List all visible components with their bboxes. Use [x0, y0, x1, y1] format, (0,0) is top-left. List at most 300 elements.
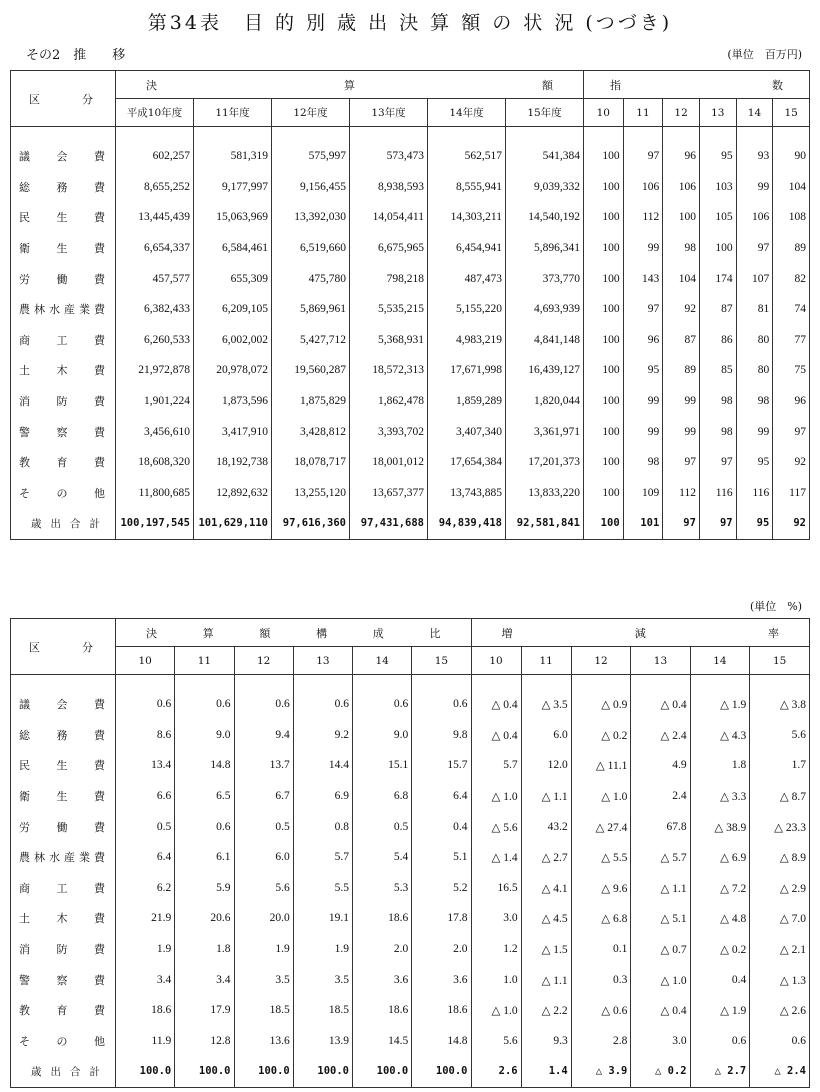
composition-cell: 5.5: [293, 873, 352, 904]
composition-cell: 12.8: [175, 1026, 234, 1057]
index-cell: 97: [663, 508, 700, 539]
growth-rate-cell: △ 4.3: [690, 720, 750, 751]
index-year-header: 10: [584, 99, 624, 127]
index-cell: 117: [773, 478, 810, 509]
index-cell: 98: [623, 447, 663, 478]
row-label: 衛生費: [11, 781, 116, 812]
amount-year-header: 12年度: [272, 99, 350, 127]
growth-rate-header: 増 減 率: [471, 619, 810, 647]
amount-cell: 19,560,287: [272, 355, 350, 386]
table-row: [11, 995, 810, 1026]
index-cell: 86: [699, 325, 736, 356]
composition-cell: 100.0: [412, 1056, 471, 1087]
amount-cell: 13,657,377: [350, 478, 428, 509]
amount-cell: 3,428,812: [272, 416, 350, 447]
amount-cell: 5,896,341: [506, 233, 584, 264]
composition-cell: 0.5: [234, 811, 293, 842]
index-cell: 109: [623, 478, 663, 509]
composition-cell: 0.5: [116, 811, 175, 842]
index-cell: 106: [736, 202, 773, 233]
kubun-header: 区 分: [11, 619, 116, 675]
table-row: [11, 263, 810, 294]
growth-year-header: 11: [521, 647, 571, 675]
growth-rate-cell: △ 1.1: [631, 873, 690, 904]
index-cell: 100: [584, 508, 624, 539]
amount-year-header: 15年度: [506, 99, 584, 127]
growth-rate-cell: 2.4: [631, 781, 690, 812]
growth-rate-cell: △ 0.6: [571, 995, 631, 1026]
growth-rate-cell: △ 2.9: [750, 873, 810, 904]
amount-cell: 13,392,030: [272, 202, 350, 233]
growth-rate-cell: 67.8: [631, 811, 690, 842]
growth-rate-cell: △ 5.6: [471, 811, 521, 842]
growth-rate-cell: △ 0.4: [471, 720, 521, 751]
composition-cell: 19.1: [293, 903, 352, 934]
amount-cell: 1,820,044: [506, 386, 584, 417]
composition-cell: 1.9: [116, 934, 175, 965]
row-label: 教育費: [11, 995, 116, 1026]
growth-rate-cell: △ 2.7: [521, 842, 571, 873]
amount-cell: 100,197,545: [116, 508, 194, 539]
composition-cell: 3.5: [234, 964, 293, 995]
amount-cell: 97,431,688: [350, 508, 428, 539]
row-label: 商工費: [11, 325, 116, 356]
growth-rate-cell: △ 2.4: [750, 1056, 810, 1087]
composition-cell: 8.6: [116, 720, 175, 751]
index-cell: 108: [773, 202, 810, 233]
amount-cell: 17,671,998: [428, 355, 506, 386]
index-year-header: 11: [623, 99, 663, 127]
amount-cell: 6,654,337: [116, 233, 194, 264]
index-cell: 81: [736, 294, 773, 325]
growth-rate-cell: △ 2.4: [631, 720, 690, 751]
composition-cell: 0.6: [175, 689, 234, 720]
index-cell: 98: [699, 416, 736, 447]
total-row: [11, 508, 810, 539]
growth-rate-cell: △ 1.0: [571, 781, 631, 812]
table-row: [11, 386, 810, 417]
row-label: 歳出合計: [11, 1056, 116, 1087]
index-year-header: 14: [736, 99, 773, 127]
index-cell: 100: [584, 172, 624, 203]
growth-rate-cell: △ 7.0: [750, 903, 810, 934]
composition-cell: 15.1: [353, 750, 412, 781]
amount-cell: 101,629,110: [194, 508, 272, 539]
amount-cell: 1,859,289: [428, 386, 506, 417]
growth-rate-cell: △ 27.4: [571, 811, 631, 842]
table-row: [11, 233, 810, 264]
amount-cell: 655,309: [194, 263, 272, 294]
index-cell: 99: [736, 416, 773, 447]
composition-cell: 2.0: [412, 934, 471, 965]
composition-cell: 20.6: [175, 903, 234, 934]
table-row: [11, 689, 810, 720]
amount-year-header: 14年度: [428, 99, 506, 127]
row-label: 民生費: [11, 202, 116, 233]
amount-cell: 18,078,717: [272, 447, 350, 478]
amount-cell: 3,393,702: [350, 416, 428, 447]
growth-year-header: 12: [571, 647, 631, 675]
spacer-row: [11, 127, 810, 142]
growth-year-header: 14: [690, 647, 750, 675]
composition-cell: 0.8: [293, 811, 352, 842]
amount-cell: 541,384: [506, 141, 584, 172]
composition-cell: 3.4: [116, 964, 175, 995]
growth-rate-cell: △ 1.0: [471, 995, 521, 1026]
row-label: 衛生費: [11, 233, 116, 264]
amount-cell: 18,001,012: [350, 447, 428, 478]
growth-rate-cell: △ 38.9: [690, 811, 750, 842]
amount-cell: 15,063,969: [194, 202, 272, 233]
index-cell: 87: [699, 294, 736, 325]
amount-cell: 11,800,685: [116, 478, 194, 509]
growth-rate-cell: △ 2.6: [750, 995, 810, 1026]
growth-rate-cell: 5.7: [471, 750, 521, 781]
composition-cell: 21.9: [116, 903, 175, 934]
growth-rate-cell: △ 6.9: [690, 842, 750, 873]
composition-cell: 6.1: [175, 842, 234, 873]
composition-cell: 1.9: [234, 934, 293, 965]
table-row: [11, 720, 810, 751]
amount-cell: 6,260,533: [116, 325, 194, 356]
composition-cell: 3.6: [412, 964, 471, 995]
amount-cell: 13,445,439: [116, 202, 194, 233]
growth-rate-cell: 3.0: [471, 903, 521, 934]
index-cell: 107: [736, 263, 773, 294]
index-year-header: 15: [773, 99, 810, 127]
growth-year-header: 13: [631, 647, 690, 675]
amount-cell: 14,540,192: [506, 202, 584, 233]
composition-cell: 0.5: [353, 811, 412, 842]
amount-cell: 12,892,632: [194, 478, 272, 509]
amount-cell: 487,473: [428, 263, 506, 294]
row-label: 商工費: [11, 873, 116, 904]
composition-year-header: 12: [234, 647, 293, 675]
composition-cell: 14.5: [353, 1026, 412, 1057]
growth-rate-cell: △ 0.4: [631, 689, 690, 720]
growth-rate-cell: △ 11.1: [571, 750, 631, 781]
amount-cell: 9,156,455: [272, 172, 350, 203]
table-row: [11, 141, 810, 172]
index-cell: 99: [623, 233, 663, 264]
amount-year-header: 13年度: [350, 99, 428, 127]
row-label: 議会費: [11, 141, 116, 172]
growth-rate-cell: △ 1.3: [750, 964, 810, 995]
composition-cell: 100.0: [116, 1056, 175, 1087]
spacer-row: [11, 675, 810, 690]
index-cell: 101: [623, 508, 663, 539]
composition-cell: 5.4: [353, 842, 412, 873]
index-cell: 89: [773, 233, 810, 264]
growth-rate-cell: △ 1.1: [521, 781, 571, 812]
growth-rate-cell: 0.1: [571, 934, 631, 965]
index-cell: 99: [623, 386, 663, 417]
composition-cell: 0.6: [234, 689, 293, 720]
index-cell: 100: [663, 202, 700, 233]
index-cell: 98: [663, 233, 700, 264]
growth-rate-cell: 3.0: [631, 1026, 690, 1057]
growth-rate-cell: 1.8: [690, 750, 750, 781]
section-subtitle: その2 推 移: [26, 48, 126, 63]
composition-cell: 13.6: [234, 1026, 293, 1057]
amount-cell: 8,555,941: [428, 172, 506, 203]
index-cell: 82: [773, 263, 810, 294]
amount-cell: 562,517: [428, 141, 506, 172]
index-cell: 80: [736, 355, 773, 386]
composition-cell: 14.8: [412, 1026, 471, 1057]
index-cell: 100: [584, 233, 624, 264]
table1-unit: (単位 百万円): [727, 48, 802, 61]
growth-rate-cell: △ 0.4: [471, 689, 521, 720]
total-row: [11, 1056, 810, 1087]
amount-cell: 373,770: [506, 263, 584, 294]
growth-rate-cell: △ 4.8: [690, 903, 750, 934]
amount-cell: 5,535,215: [350, 294, 428, 325]
index-cell: 100: [584, 447, 624, 478]
composition-cell: 11.9: [116, 1026, 175, 1057]
composition-cell: 0.6: [412, 689, 471, 720]
growth-rate-cell: △ 0.2: [690, 934, 750, 965]
index-cell: 97: [773, 416, 810, 447]
index-cell: 95: [623, 355, 663, 386]
table-row: [11, 934, 810, 965]
row-label: 総務費: [11, 172, 116, 203]
composition-cell: 18.6: [353, 903, 412, 934]
growth-rate-cell: 16.5: [471, 873, 521, 904]
growth-rate-cell: △ 5.1: [631, 903, 690, 934]
growth-rate-cell: △ 5.5: [571, 842, 631, 873]
amount-cell: 5,427,712: [272, 325, 350, 356]
amount-cell: 17,201,373: [506, 447, 584, 478]
index-cell: 100: [584, 263, 624, 294]
composition-cell: 18.5: [293, 995, 352, 1026]
table-row: [11, 873, 810, 904]
growth-rate-cell: 2.8: [571, 1026, 631, 1057]
row-label: 消防費: [11, 386, 116, 417]
table-row: [11, 781, 810, 812]
index-cell: 100: [584, 294, 624, 325]
growth-rate-cell: 1.2: [471, 934, 521, 965]
table-row: [11, 355, 810, 386]
index-cell: 100: [699, 233, 736, 264]
composition-cell: 6.5: [175, 781, 234, 812]
amount-cell: 4,841,148: [506, 325, 584, 356]
index-cell: 96: [663, 141, 700, 172]
growth-rate-cell: △ 0.2: [571, 720, 631, 751]
growth-rate-cell: △ 3.8: [750, 689, 810, 720]
amount-cell: 1,875,829: [272, 386, 350, 417]
row-label: 農林水産業費: [11, 842, 116, 873]
amount-cell: 9,039,332: [506, 172, 584, 203]
composition-cell: 18.6: [412, 995, 471, 1026]
growth-rate-cell: 5.6: [471, 1026, 521, 1057]
index-cell: 93: [736, 141, 773, 172]
index-cell: 100: [584, 202, 624, 233]
growth-rate-cell: △ 1.9: [690, 689, 750, 720]
composition-cell: 6.8: [353, 781, 412, 812]
amount-cell: 6,584,461: [194, 233, 272, 264]
composition-cell: 6.4: [412, 781, 471, 812]
composition-cell: 9.2: [293, 720, 352, 751]
composition-cell: 13.4: [116, 750, 175, 781]
composition-cell: 9.8: [412, 720, 471, 751]
composition-cell: 6.7: [234, 781, 293, 812]
growth-rate-cell: △ 3.9: [571, 1056, 631, 1087]
index-cell: 97: [699, 508, 736, 539]
growth-rate-cell: △ 1.1: [521, 964, 571, 995]
composition-cell: 100.0: [353, 1056, 412, 1087]
composition-cell: 3.4: [175, 964, 234, 995]
index-cell: 174: [699, 263, 736, 294]
amount-cell: 16,439,127: [506, 355, 584, 386]
row-label: 土木費: [11, 903, 116, 934]
growth-rate-cell: 0.6: [690, 1026, 750, 1057]
index-cell: 106: [623, 172, 663, 203]
amount-cell: 14,054,411: [350, 202, 428, 233]
growth-rate-cell: △ 2.7: [690, 1056, 750, 1087]
composition-cell: 3.5: [293, 964, 352, 995]
composition-cell: 17.9: [175, 995, 234, 1026]
table2-unit: (単位 %): [749, 600, 802, 613]
amount-cell: 3,417,910: [194, 416, 272, 447]
composition-cell: 0.6: [293, 689, 352, 720]
composition-cell: 0.6: [116, 689, 175, 720]
growth-rate-cell: △ 1.5: [521, 934, 571, 965]
row-label: その他: [11, 478, 116, 509]
amount-cell: 8,655,252: [116, 172, 194, 203]
composition-cell: 15.7: [412, 750, 471, 781]
composition-cell: 18.6: [353, 995, 412, 1026]
growth-year-header: 10: [471, 647, 521, 675]
composition-cell: 2.0: [353, 934, 412, 965]
growth-rate-cell: △ 0.7: [631, 934, 690, 965]
composition-cell: 6.6: [116, 781, 175, 812]
amount-cell: 6,675,965: [350, 233, 428, 264]
index-cell: 96: [623, 325, 663, 356]
row-label: 警察費: [11, 416, 116, 447]
row-label: 警察費: [11, 964, 116, 995]
index-cell: 143: [623, 263, 663, 294]
index-cell: 105: [699, 202, 736, 233]
growth-rate-cell: 43.2: [521, 811, 571, 842]
index-cell: 92: [773, 447, 810, 478]
index-cell: 80: [736, 325, 773, 356]
index-cell: 103: [699, 172, 736, 203]
amount-cell: 92,581,841: [506, 508, 584, 539]
composition-cell: 6.0: [234, 842, 293, 873]
table-row: [11, 294, 810, 325]
composition-year-header: 15: [412, 647, 471, 675]
growth-rate-cell: 9.3: [521, 1026, 571, 1057]
index-cell: 77: [773, 325, 810, 356]
composition-cell: 9.0: [175, 720, 234, 751]
composition-cell: 5.7: [293, 842, 352, 873]
growth-rate-cell: 2.6: [471, 1056, 521, 1087]
amount-cell: 602,257: [116, 141, 194, 172]
amount-cell: 13,255,120: [272, 478, 350, 509]
composition-cell: 0.6: [353, 689, 412, 720]
kubun-header: 区 分: [11, 71, 116, 127]
amount-cell: 94,839,418: [428, 508, 506, 539]
index-cell: 99: [623, 416, 663, 447]
index-cell: 95: [736, 508, 773, 539]
index-cell: 97: [699, 447, 736, 478]
index-cell: 96: [773, 386, 810, 417]
amount-cell: 13,833,220: [506, 478, 584, 509]
row-label: 農林水産業費: [11, 294, 116, 325]
row-label: 教育費: [11, 447, 116, 478]
growth-rate-cell: 1.7: [750, 750, 810, 781]
amount-cell: 3,456,610: [116, 416, 194, 447]
composition-cell: 20.0: [234, 903, 293, 934]
growth-rate-cell: △ 8.7: [750, 781, 810, 812]
expenditure-amount-table: [10, 70, 810, 540]
growth-rate-cell: 6.0: [521, 720, 571, 751]
amount-cell: 6,382,433: [116, 294, 194, 325]
amount-cell: 457,577: [116, 263, 194, 294]
index-cell: 87: [663, 325, 700, 356]
growth-rate-cell: △ 1.4: [471, 842, 521, 873]
growth-rate-cell: 1.0: [471, 964, 521, 995]
amount-cell: 9,177,997: [194, 172, 272, 203]
row-label: 議会費: [11, 689, 116, 720]
amount-cell: 1,901,224: [116, 386, 194, 417]
amount-cell: 5,368,931: [350, 325, 428, 356]
row-label: 土木費: [11, 355, 116, 386]
amount-cell: 97,616,360: [272, 508, 350, 539]
composition-cell: 13.9: [293, 1026, 352, 1057]
growth-rate-cell: △ 3.3: [690, 781, 750, 812]
composition-year-header: 13: [293, 647, 352, 675]
index-cell: 100: [584, 416, 624, 447]
composition-cell: 6.9: [293, 781, 352, 812]
composition-cell: 1.8: [175, 934, 234, 965]
amount-cell: 6,454,941: [428, 233, 506, 264]
growth-rate-cell: △ 9.6: [571, 873, 631, 904]
index-cell: 97: [623, 294, 663, 325]
index-cell: 116: [736, 478, 773, 509]
composition-cell: 9.4: [234, 720, 293, 751]
row-label: 総務費: [11, 720, 116, 751]
index-cell: 100: [584, 355, 624, 386]
index-cell: 112: [663, 478, 700, 509]
growth-year-header: 15: [750, 647, 810, 675]
row-label: 労働費: [11, 263, 116, 294]
amount-cell: 1,862,478: [350, 386, 428, 417]
growth-rate-cell: 0.4: [690, 964, 750, 995]
growth-rate-cell: △ 23.3: [750, 811, 810, 842]
amount-cell: 14,303,211: [428, 202, 506, 233]
growth-rate-cell: △ 8.9: [750, 842, 810, 873]
index-cell: 100: [584, 325, 624, 356]
composition-ratio-header: 決 算 額 構 成 比: [116, 619, 472, 647]
growth-rate-cell: △ 4.1: [521, 873, 571, 904]
row-label: その他: [11, 1026, 116, 1057]
index-year-header: 12: [663, 99, 700, 127]
row-label: 消防費: [11, 934, 116, 965]
growth-rate-cell: △ 0.9: [571, 689, 631, 720]
index-cell: 97: [623, 141, 663, 172]
amount-cell: 798,218: [350, 263, 428, 294]
index-cell: 92: [773, 508, 810, 539]
growth-rate-cell: △ 0.2: [631, 1056, 690, 1087]
composition-growth-table: [10, 618, 810, 1088]
growth-rate-cell: 12.0: [521, 750, 571, 781]
composition-cell: 17.8: [412, 903, 471, 934]
index-cell: 95: [736, 447, 773, 478]
growth-rate-cell: △ 5.7: [631, 842, 690, 873]
index-cell: 75: [773, 355, 810, 386]
